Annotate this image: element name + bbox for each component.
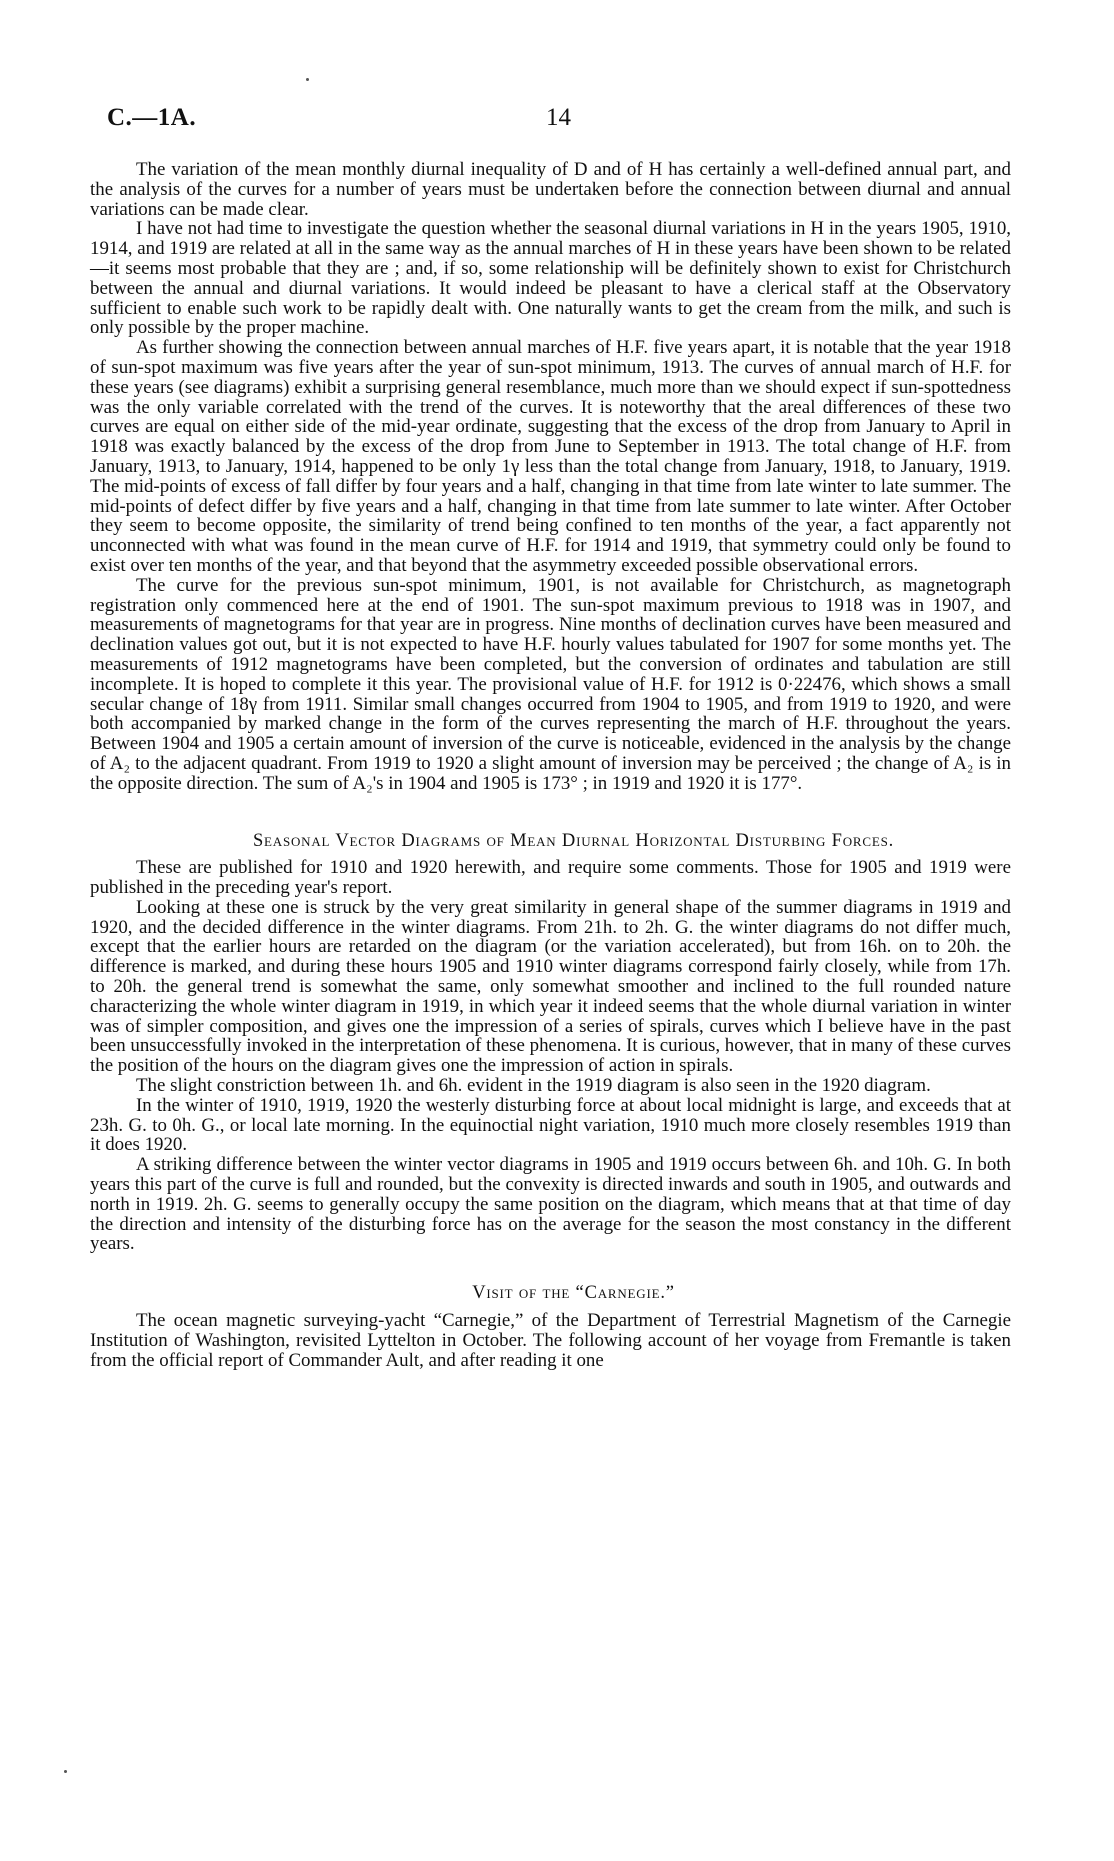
paragraph: A striking difference between the winter vector diagrams in 1905 and 1919 occurs between 6h. and 10h. G. In both years this part of the curve is full and rounded, but the convexity is directed inwards and south in 1905, and outwards and north in 1919. 2h. G. seems to generally occupy the same position on the diagram, which means that at that time of day the direction and intensity of the disturbing force has on the average for the season the most constancy in the different years.: [90, 1154, 1011, 1255]
page-number: 14: [546, 104, 571, 131]
report-reference: C.—1A.: [107, 104, 197, 131]
body-text: [90, 160, 1011, 1370]
paragraph: The curve for the previous sun-spot minimum, 1901, is not available for Christchurch, as magnetograph registration only commenced here at the end of 1901. The sun-spot maximum previous to 1918 was in 1907, and measurements of magnetograms for that year are in progress. Nine months of declination curves have been measured and declination values got out, but it is not expected to have H.F. hourly values tabulated for 1907 for some months yet. The measurements of 1912 magnetograms have been completed, but the conversion of ordinates and tabulation are still incomplete. It is hoped to complete it this year. The provisional value of H.F. for 1912 is 0·22476, which shows a small secular change of 18γ from 1911. Similar small changes occurred from 1904 to 1905, and from 1919 to 1920, and were both accompanied by marked change in the form of the curves representing the march of H.F. throughout the years. Between 1904 and 1905 a certain amount of inversion of the curve is noticeable, evidenced in the analysis by the change of A₂ to the adjacent quadrant. From 1919 to 1920 a slight amount of inversion may be perceived ; the change of A₂ is in the opposite direction. The sum of A₂'s in 1904 and 1905 is 173° ; in 1919 and 1920 it is 177°.: [90, 574, 1011, 794]
paragraph: In the winter of 1910, 1919, 1920 the westerly disturbing force at about local midnight is large, and exceeds that at 23h. G. to 0h. G., or local late morning. In the equinoctial night variation, 1910 much more closely resembles 1919 than it does 1920.: [90, 1094, 1011, 1156]
scan-speck: [306, 78, 309, 81]
section-heading-seasonal-vector-diagrams: Seasonal Vector Diagrams of Mean Diurnal Horizontal Disturbing Forces.: [252, 830, 895, 851]
paragraph: I have not had time to investigate the question whether the seasonal diurnal variations in H in the years 1905, 1910, 1914, and 1919 are related at all in the same way as the annual marches of H in these years have been shown to be related—it seems most probable that they are ; and, if so, some relationship will be definitely shown to exist for Christchurch between the annual and diurnal variations. It would indeed be pleasant to have a clerical staff at the Observatory sufficient to enable such work to be rapidly dealt with. One naturally wants to get the cream from the milk, and such is only possible by the proper machine.: [90, 218, 1011, 339]
paragraph: Looking at these one is struck by the very great similarity in general shape of the summer diagrams in 1919 and 1920, and the decided difference in the winter diagrams. From 21h. to 2h. G. the winter diagrams do not differ much, except that the earlier hours are retarded on the diagram (or the variation accelerated), but from 16h. on to 20h. the difference is marked, and during these hours 1905 and 1910 winter diagrams correspond fairly closely, while from 17h. to 20h. the general trend is somewhat the same, only somewhat smoother and inclined to the full rounded nature characterizing the whole winter diagram in 1919, in which year it indeed seems that the whole diurnal variation in winter was of simpler composition, and gives one the impression of a series of spirals, curves which I believe have in the past been unsuccessfully invoked in the interpretation of these phenomena. It is curious, however, that in many of these curves the position of the hours on the diagram gives one the impression of action in spirals.: [90, 896, 1011, 1077]
paragraph: The slight constriction between 1h. and 6h. evident in the 1919 diagram is also seen in the 1920 diagram.: [136, 1075, 931, 1097]
paragraph: The ocean magnetic surveying-yacht “Carnegie,” of the Department of Terrestrial Magnetism of the Carnegie Institution of Washington, revisited Lyttelton in October. The following account of her voyage from Fremantle is taken from the official report of Commander Ault, and after reading it one: [90, 1310, 1011, 1371]
paragraph: As further showing the connection between annual marches of H.F. five years apart, it is notable that the year 1918 of sun-spot maximum was five years after the year of sun-spot minimum, 1913. The curves of annual march of H.F. for these years (see diagrams) exhibit a surprising general resemblance, much more than we should expect if sun-spottedness was the only variable correlated with the trend of the curves. It is noteworthy that the areal differences of these two curves are equal on either side of the mid-year ordinate, suggesting that the excess of the drop from January to April in 1918 was exactly balanced by the excess of the drop from June to September in 1913. The total change of H.F. from January, 1913, to January, 1914, happened to be only 1γ less than the total change from January, 1918, to January, 1919. The mid-points of excess of fall differ by four years and a half, changing in that time from late winter to late summer. The mid-points of defect differ by five years and a half, changing in that time from late summer to late winter. After October they seem to become opposite, the similarity of trend being confined to ten months of the year, a fact apparently not unconnected with what was found in the mean curve of H.F. for 1914 and 1919, that symmetry could only be found to exist over ten months of the year, and that beyond that the asymmetry exceeded possible observational errors.: [90, 337, 1011, 576]
paragraph: The variation of the mean monthly diurnal inequality of D and of H has certainly a well-defined annual part, and the analysis of the curves for a number of years must be undertaken before the connection between diurnal and annual variations can be made clear.: [90, 159, 1011, 220]
section-heading-visit-of-carnegie: Visit of the “Carnegie.”: [472, 1283, 675, 1304]
paragraph: These are published for 1910 and 1920 herewith, and require some comments. Those for 1905 and 1919 were published in the preceding year's report.: [90, 857, 1011, 899]
scan-speck: [64, 1770, 67, 1773]
